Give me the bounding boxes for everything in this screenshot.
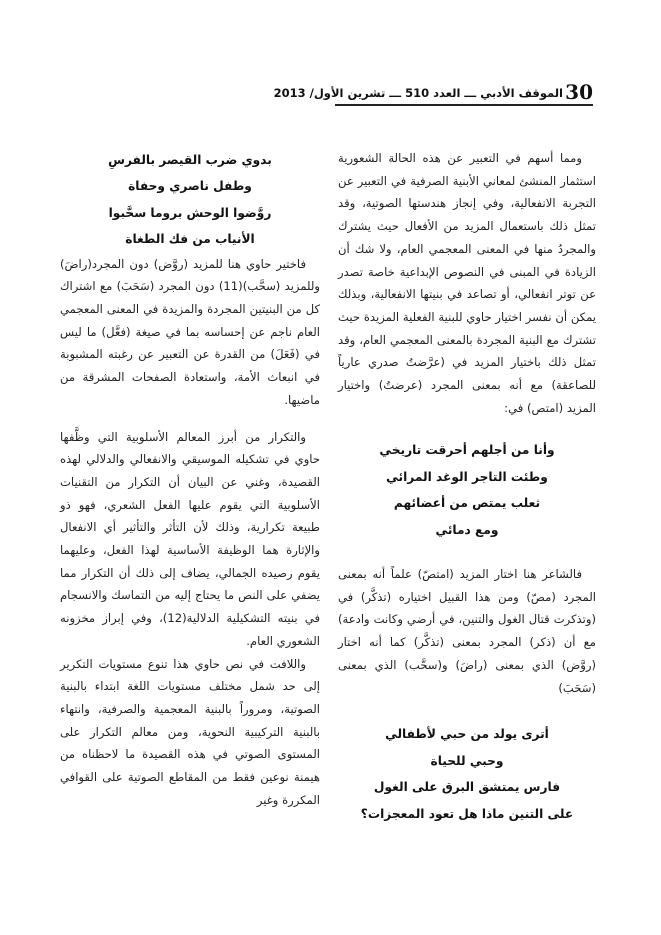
verse-line: أترى يولد من حبي لأطفالي	[385, 727, 549, 742]
left-column	[60, 147, 320, 812]
verse-line: ومع دمائي	[435, 522, 499, 537]
verse-block	[338, 721, 596, 827]
verse-line: الأنياب من فك الطغاة	[125, 232, 255, 247]
verse-line: وطفل ناصري وحفاة	[128, 179, 252, 194]
paragraph: فاختير حاوي هنا للمزيد (روَّض) دون المجرد(راضَ) وللمزيد (سحَّب)(11) دون المجرد (سَحَبَ) مع اشتراك كل من البنيتين المجردة والمزيدة في المعنى المعجمي العام ناجم عن إحساسه بما في صيغة (فعَّل) ما ليس في (فَعَلَ) من القدرة عن التعبير عن رغبته المشبوبة في انبعاث الأمة، واستعادة الصفحات المشرقة من ماضيها.	[60, 256, 321, 407]
verse-line: على التنين ماذا هل تعود المعجزات؟	[360, 806, 574, 821]
issue-info: الموقف الأدبي ـــ العدد 510 ـــ تشرين الأول/ 2013	[273, 86, 563, 100]
paragraph: ومما أسهم في التعبير عن هذه الحالة الشعورية استثمار المنشئ لمعاني الأبنية الصرفية في التعبير عن التجربة الانفعالية، وفي إنجاز هندستها الصوتية، وقد تمثل ذلك باستعمال المزيد من الأفعال حيث يشترك والمجردُ منها في المعنى المعجمي العام، ولا شك أن الزيادة في المبنى في النصوص الإبداعية خاصة تصدر عن توتر انفعالي، أو تصاعد في بنيتها الانفعالية، وبذلك يمكن أن نفسر اختيار حاوي للبنية الفعلية المزيدة حيث تشترك مع البنية المجردة بالمعنى المعجمي العام، وقد تمثل ذلك باختيار المزيد في (عرَّضتُ صدري عارياً للصاعقة) مع أنه بمعنى المجرد (عرضتُ) واختيار المزيد (امتص) في:	[338, 151, 596, 415]
right-column	[338, 147, 596, 827]
verse-block	[338, 437, 596, 543]
verse-line: روَّضوا الوحش بروما سحَّبوا	[108, 205, 272, 220]
paragraph: واللافت في نص حاوي هذا تنوع مستويات التكرير إلى حد شمل مختلف مستويات اللغة ابتداء بالبنية الصوتية، ومروراً بالبنية المعجمية والصرفية، وانتهاء بالبنية التركيبية النحوية، ومن معالم التكرار على المستوى الصوتي في هذه القصيدة ما لاحظناه من هيمنة نوعين فقط من المقاطع الصوتية على القوافي المكررة وغير	[60, 656, 320, 807]
verse-line: بدوي ضرب القيصر بالفرسِ	[108, 153, 272, 167]
verse-block	[60, 147, 320, 253]
verse-line: وحبي للحياة	[430, 753, 504, 768]
verse-line: وطئت التاجر الوغد المرائي	[386, 469, 548, 484]
verse-line: ثعلب يمتص من أعضائهم	[393, 496, 541, 511]
page-number: 30	[565, 80, 593, 104]
verse-line: فارس يمتشق البرق على الغول	[373, 780, 561, 795]
verse-line: وأنا من أجلهم أحرقت تاريخي	[379, 443, 555, 458]
paragraph: والتكرار من أبرز المعالم الأسلوبية التي وظَّفها حاوي في تشكيله الموسيقي والانفعالي والدلالي لهذه القصيدة، وغني عن البيان أن التكرار من التقنيات الأسلوبية التي يقوم عليها الفعل الشعري، فهو ذو طبيعة تكرارية، وذلك لأن التأثر والتأثير أي الانفعال والإثارة هما الوظيفة الأساسية لهذا الفعل، وعليهما يقوم رصيده الجمالي، يضاف إلى ذلك أن التكرار مما يضفي على النص ما يحتاج إليه من التماسك والانسجام في بنيته التشكيلية الدلالية(12)، وفي إبراز مخزونه الشعوري العام.	[60, 429, 320, 648]
paragraph: فالشاعر هنا اختار المزيد (امتصّ) علماً أنه بمعنى المجرد (مصّ) ومن هذا القبيل اختياره (تذكَّر) في (وتذكرت قتال الغول والتنين، في أرضي وكانت وادعة) مع أن (ذكر) المجرد بمعنى (تذكَّر) كما أنه اختار (روَّض) الذي بمعنى (راضَ) و(سحَّب) الذي بمعنى (سَحَبَ)	[338, 567, 596, 695]
header-rule	[335, 104, 593, 106]
